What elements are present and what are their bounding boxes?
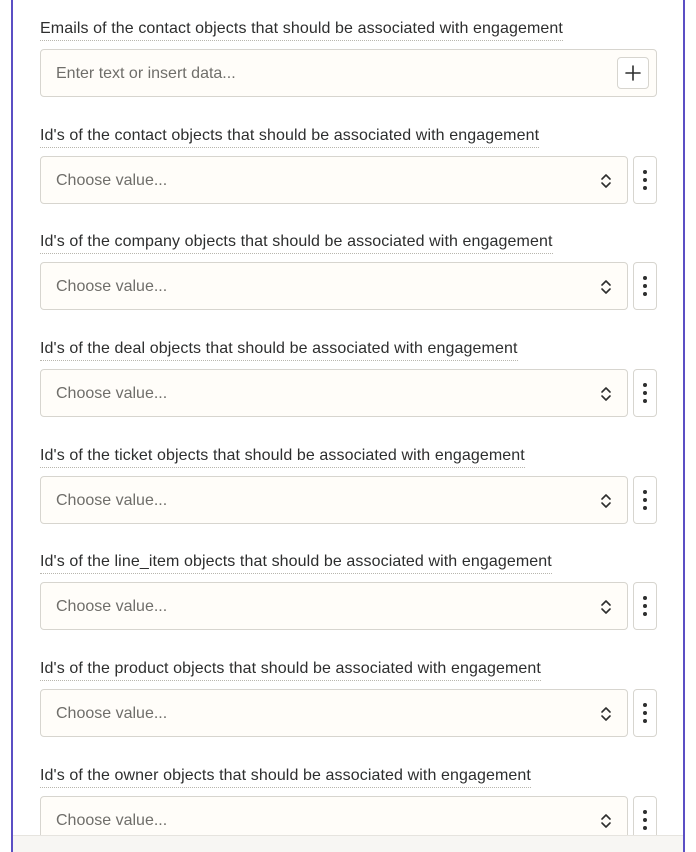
vertical-dots-icon xyxy=(643,276,647,296)
form-panel xyxy=(11,0,685,852)
chevron-up-down-icon xyxy=(600,492,612,510)
vertical-dots-icon xyxy=(643,490,647,510)
chevron-up-down-icon xyxy=(600,278,612,296)
company-ids-label: Id's of the company objects that should be associated with engagement xyxy=(40,232,553,254)
plus-icon xyxy=(625,65,641,81)
form-scroll-area[interactable] xyxy=(13,0,683,836)
product-ids-placeholder: Choose value... xyxy=(56,705,168,722)
panel-footer-strip xyxy=(13,835,683,852)
deal-ids-label: Id's of the deal objects that should be associated with engagement xyxy=(40,339,518,361)
ticket-ids-more-button[interactable] xyxy=(633,476,657,524)
line-item-ids-select[interactable] xyxy=(40,582,628,630)
vertical-dots-icon xyxy=(643,810,647,830)
vertical-dots-icon xyxy=(643,170,647,190)
line-item-ids-placeholder: Choose value... xyxy=(56,598,168,615)
contact-ids-placeholder: Choose value... xyxy=(56,172,168,189)
contact-ids-field xyxy=(40,126,657,204)
owner-ids-placeholder: Choose value... xyxy=(56,812,168,829)
line-item-ids-more-button[interactable] xyxy=(633,582,657,630)
product-ids-select[interactable] xyxy=(40,689,628,737)
chevron-up-down-icon xyxy=(600,705,612,723)
deal-ids-more-button[interactable] xyxy=(633,369,657,417)
owner-ids-field xyxy=(40,766,657,836)
deal-ids-placeholder: Choose value... xyxy=(56,385,168,402)
ticket-ids-placeholder: Choose value... xyxy=(56,492,168,509)
company-ids-select[interactable] xyxy=(40,262,628,310)
line-item-ids-label: Id's of the line_item objects that should be associated with engagement xyxy=(40,552,552,574)
company-ids-field xyxy=(40,232,657,310)
vertical-dots-icon xyxy=(643,383,647,403)
owner-ids-select[interactable] xyxy=(40,796,628,836)
contact-ids-more-button[interactable] xyxy=(633,156,657,204)
company-ids-placeholder: Choose value... xyxy=(56,278,168,295)
product-ids-label: Id's of the product objects that should be associated with engagement xyxy=(40,659,541,681)
insert-data-button[interactable] xyxy=(617,57,649,89)
product-ids-more-button[interactable] xyxy=(633,689,657,737)
deal-ids-field xyxy=(40,339,657,417)
emails-field-label: Emails of the contact objects that should be associated with engagement xyxy=(40,19,563,41)
owner-ids-label: Id's of the owner objects that should be associated with engagement xyxy=(40,766,531,788)
emails-input[interactable] xyxy=(40,49,657,97)
emails-input-placeholder: Enter text or insert data... xyxy=(56,65,236,82)
deal-ids-select[interactable] xyxy=(40,369,628,417)
product-ids-field xyxy=(40,659,657,737)
emails-field xyxy=(40,19,657,97)
line-item-ids-field xyxy=(40,552,657,630)
ticket-ids-label: Id's of the ticket objects that should be associated with engagement xyxy=(40,446,525,468)
owner-ids-more-button[interactable] xyxy=(633,796,657,836)
vertical-dots-icon xyxy=(643,596,647,616)
contact-ids-label: Id's of the contact objects that should be associated with engagement xyxy=(40,126,539,148)
ticket-ids-field xyxy=(40,446,657,524)
chevron-up-down-icon xyxy=(600,385,612,403)
ticket-ids-select[interactable] xyxy=(40,476,628,524)
vertical-dots-icon xyxy=(643,703,647,723)
chevron-up-down-icon xyxy=(600,598,612,616)
chevron-up-down-icon xyxy=(600,172,612,190)
company-ids-more-button[interactable] xyxy=(633,262,657,310)
chevron-up-down-icon xyxy=(600,812,612,830)
contact-ids-select[interactable] xyxy=(40,156,628,204)
